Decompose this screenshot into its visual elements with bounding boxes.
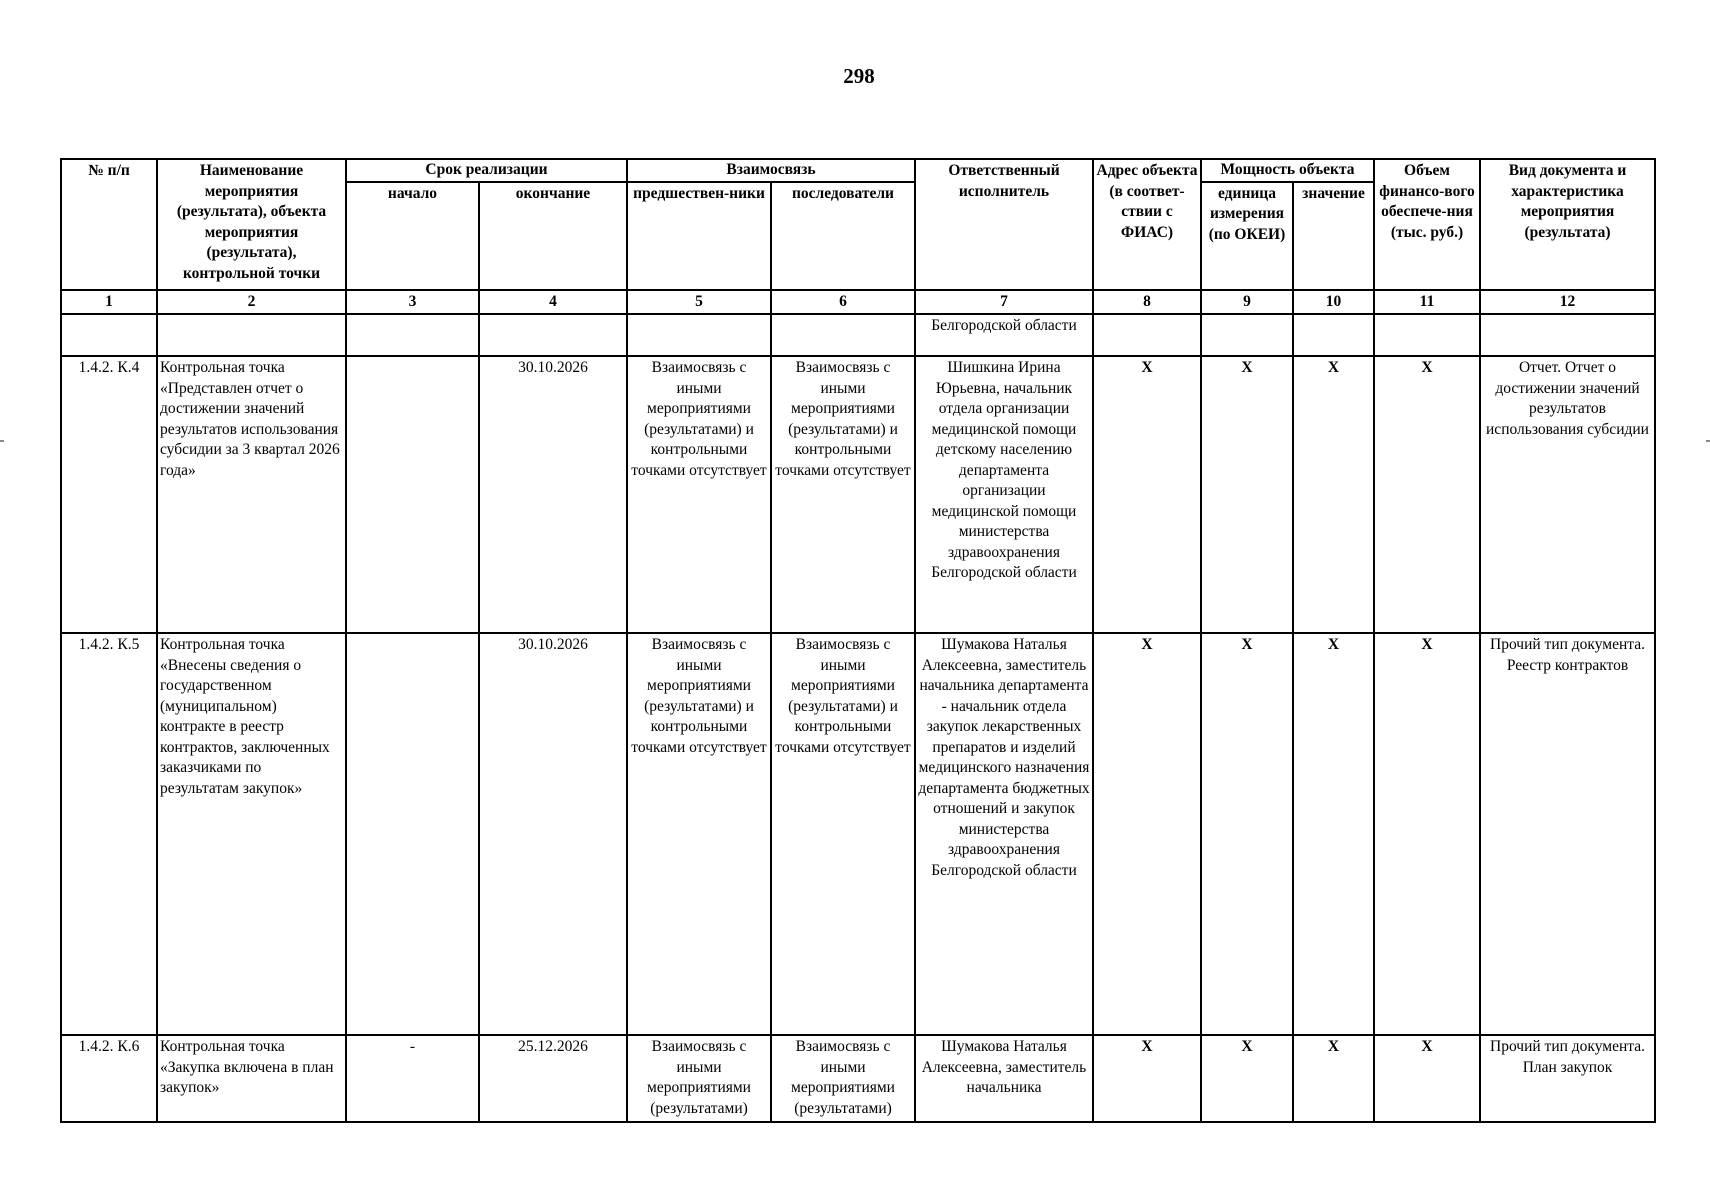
scan-mark-right <box>1706 440 1710 442</box>
column-number: 3 <box>346 290 479 315</box>
row-predecessors: Взаимосвязь с иными мероприятиями (результатами) <box>627 1035 771 1122</box>
row-value: Х <box>1293 1035 1374 1122</box>
empty-cell <box>479 314 627 356</box>
empty-cell <box>346 314 479 356</box>
header-row-1 <box>61 159 1655 182</box>
row-unit: Х <box>1201 1035 1293 1122</box>
column-number: 9 <box>1201 290 1293 315</box>
column-number: 4 <box>479 290 627 315</box>
empty-cell <box>1293 314 1374 356</box>
row-finance: Х <box>1374 633 1480 1035</box>
row-end: 30.10.2026 <box>479 356 627 633</box>
row-start <box>346 633 479 1035</box>
row-value: Х <box>1293 633 1374 1035</box>
row-doc-type: Прочий тип документа. Реестр контрактов <box>1480 633 1655 1035</box>
table-row <box>61 356 1655 633</box>
row-finance: Х <box>1374 1035 1480 1122</box>
plan-table <box>60 158 1656 1123</box>
continuation-responsible: Белгородской области <box>915 314 1093 356</box>
header-period-start: начало <box>346 182 479 290</box>
row-end: 25.12.2026 <box>479 1035 627 1122</box>
empty-cell <box>627 314 771 356</box>
header-relation: Взаимосвязь <box>627 159 915 182</box>
row-value: Х <box>1293 356 1374 633</box>
empty-cell <box>1201 314 1293 356</box>
row-address: Х <box>1093 633 1201 1035</box>
row-responsible: Шумакова Наталья Алексеевна, заместитель начальника <box>915 1035 1093 1122</box>
row-num: 1.4.2. К.4 <box>61 356 157 633</box>
row-finance: Х <box>1374 356 1480 633</box>
row-name: Контрольная точка «Представлен отчет о достижении значений результатов использования субсидии за 3 квартал 2026 года» <box>157 356 346 633</box>
row-unit: Х <box>1201 356 1293 633</box>
row-address: Х <box>1093 356 1201 633</box>
row-start: - <box>346 1035 479 1122</box>
empty-cell <box>61 314 157 356</box>
row-predecessors: Взаимосвязь с иными мероприятиями (результатами) и контрольными точками отсутствует <box>627 356 771 633</box>
continuation-row <box>61 314 1655 356</box>
empty-cell <box>1374 314 1480 356</box>
header-num: № п/п <box>61 159 157 290</box>
column-number-row <box>61 290 1655 315</box>
empty-cell <box>771 314 915 356</box>
column-number: 1 <box>61 290 157 315</box>
header-relation-pred: предшествен-ники <box>627 182 771 290</box>
row-end: 30.10.2026 <box>479 633 627 1035</box>
header-capacity-unit: единица измерения (по ОКЕИ) <box>1201 182 1293 290</box>
header-period-end: окончание <box>479 182 627 290</box>
column-number: 6 <box>771 290 915 315</box>
header-doc-type: Вид документа и характеристика мероприятия (результата) <box>1480 159 1655 290</box>
row-num: 1.4.2. К.5 <box>61 633 157 1035</box>
row-name: Контрольная точка «Внесены сведения о государственном (муниципальном) контракте в реестр контрактов, заключенных заказчиками по результатам закупок» <box>157 633 346 1035</box>
row-name: Контрольная точка «Закупка включена в план закупок» <box>157 1035 346 1122</box>
row-start <box>346 356 479 633</box>
table-row <box>61 633 1655 1035</box>
scan-mark-left <box>0 440 4 442</box>
header-address: Адрес объекта (в соответ-ствии с ФИАС) <box>1093 159 1201 290</box>
empty-cell <box>1480 314 1655 356</box>
header-capacity-value: значение <box>1293 182 1374 290</box>
column-number: 11 <box>1374 290 1480 315</box>
row-successors: Взаимосвязь с иными мероприятиями (результатами) <box>771 1035 915 1122</box>
header-relation-succ: последователи <box>771 182 915 290</box>
row-num: 1.4.2. К.6 <box>61 1035 157 1122</box>
empty-cell <box>157 314 346 356</box>
row-doc-type: Прочий тип документа. План закупок <box>1480 1035 1655 1122</box>
column-number: 5 <box>627 290 771 315</box>
table-row <box>61 1035 1655 1122</box>
row-responsible: Шишкина Ирина Юрьевна, начальник отдела организации медицинской помощи детскому населению департамента организации медицинской помощи министерства здравоохранения Белгородской области <box>915 356 1093 633</box>
column-number: 2 <box>157 290 346 315</box>
row-unit: Х <box>1201 633 1293 1035</box>
row-address: Х <box>1093 1035 1201 1122</box>
row-successors: Взаимосвязь с иными мероприятиями (результатами) и контрольными точками отсутствует <box>771 356 915 633</box>
row-successors: Взаимосвязь с иными мероприятиями (результатами) и контрольными точками отсутствует <box>771 633 915 1035</box>
row-predecessors: Взаимосвязь с иными мероприятиями (результатами) и контрольными точками отсутствует <box>627 633 771 1035</box>
header-responsible: Ответственный исполнитель <box>915 159 1093 290</box>
row-responsible: Шумакова Наталья Алексеевна, заместитель начальника департамента - начальник отдела закупок лекарственных препаратов и изделий медицинского назначения департамента бюджетных отношений и закупок министерства здравоохранения Белгородской области <box>915 633 1093 1035</box>
column-number: 8 <box>1093 290 1201 315</box>
empty-cell <box>1093 314 1201 356</box>
page-number: 298 <box>843 64 875 88</box>
column-number: 12 <box>1480 290 1655 315</box>
header-capacity: Мощность объекта <box>1201 159 1374 182</box>
row-doc-type: Отчет. Отчет о достижении значений результатов использования субсидии <box>1480 356 1655 633</box>
column-number: 10 <box>1293 290 1374 315</box>
header-name: Наименование мероприятия (результата), объекта мероприятия (результата), контрольной точки <box>157 159 346 290</box>
header-finance: Объем финансо-вого обеспече-ния (тыс. руб.) <box>1374 159 1480 290</box>
column-number: 7 <box>915 290 1093 315</box>
header-period: Срок реализации <box>346 159 627 182</box>
